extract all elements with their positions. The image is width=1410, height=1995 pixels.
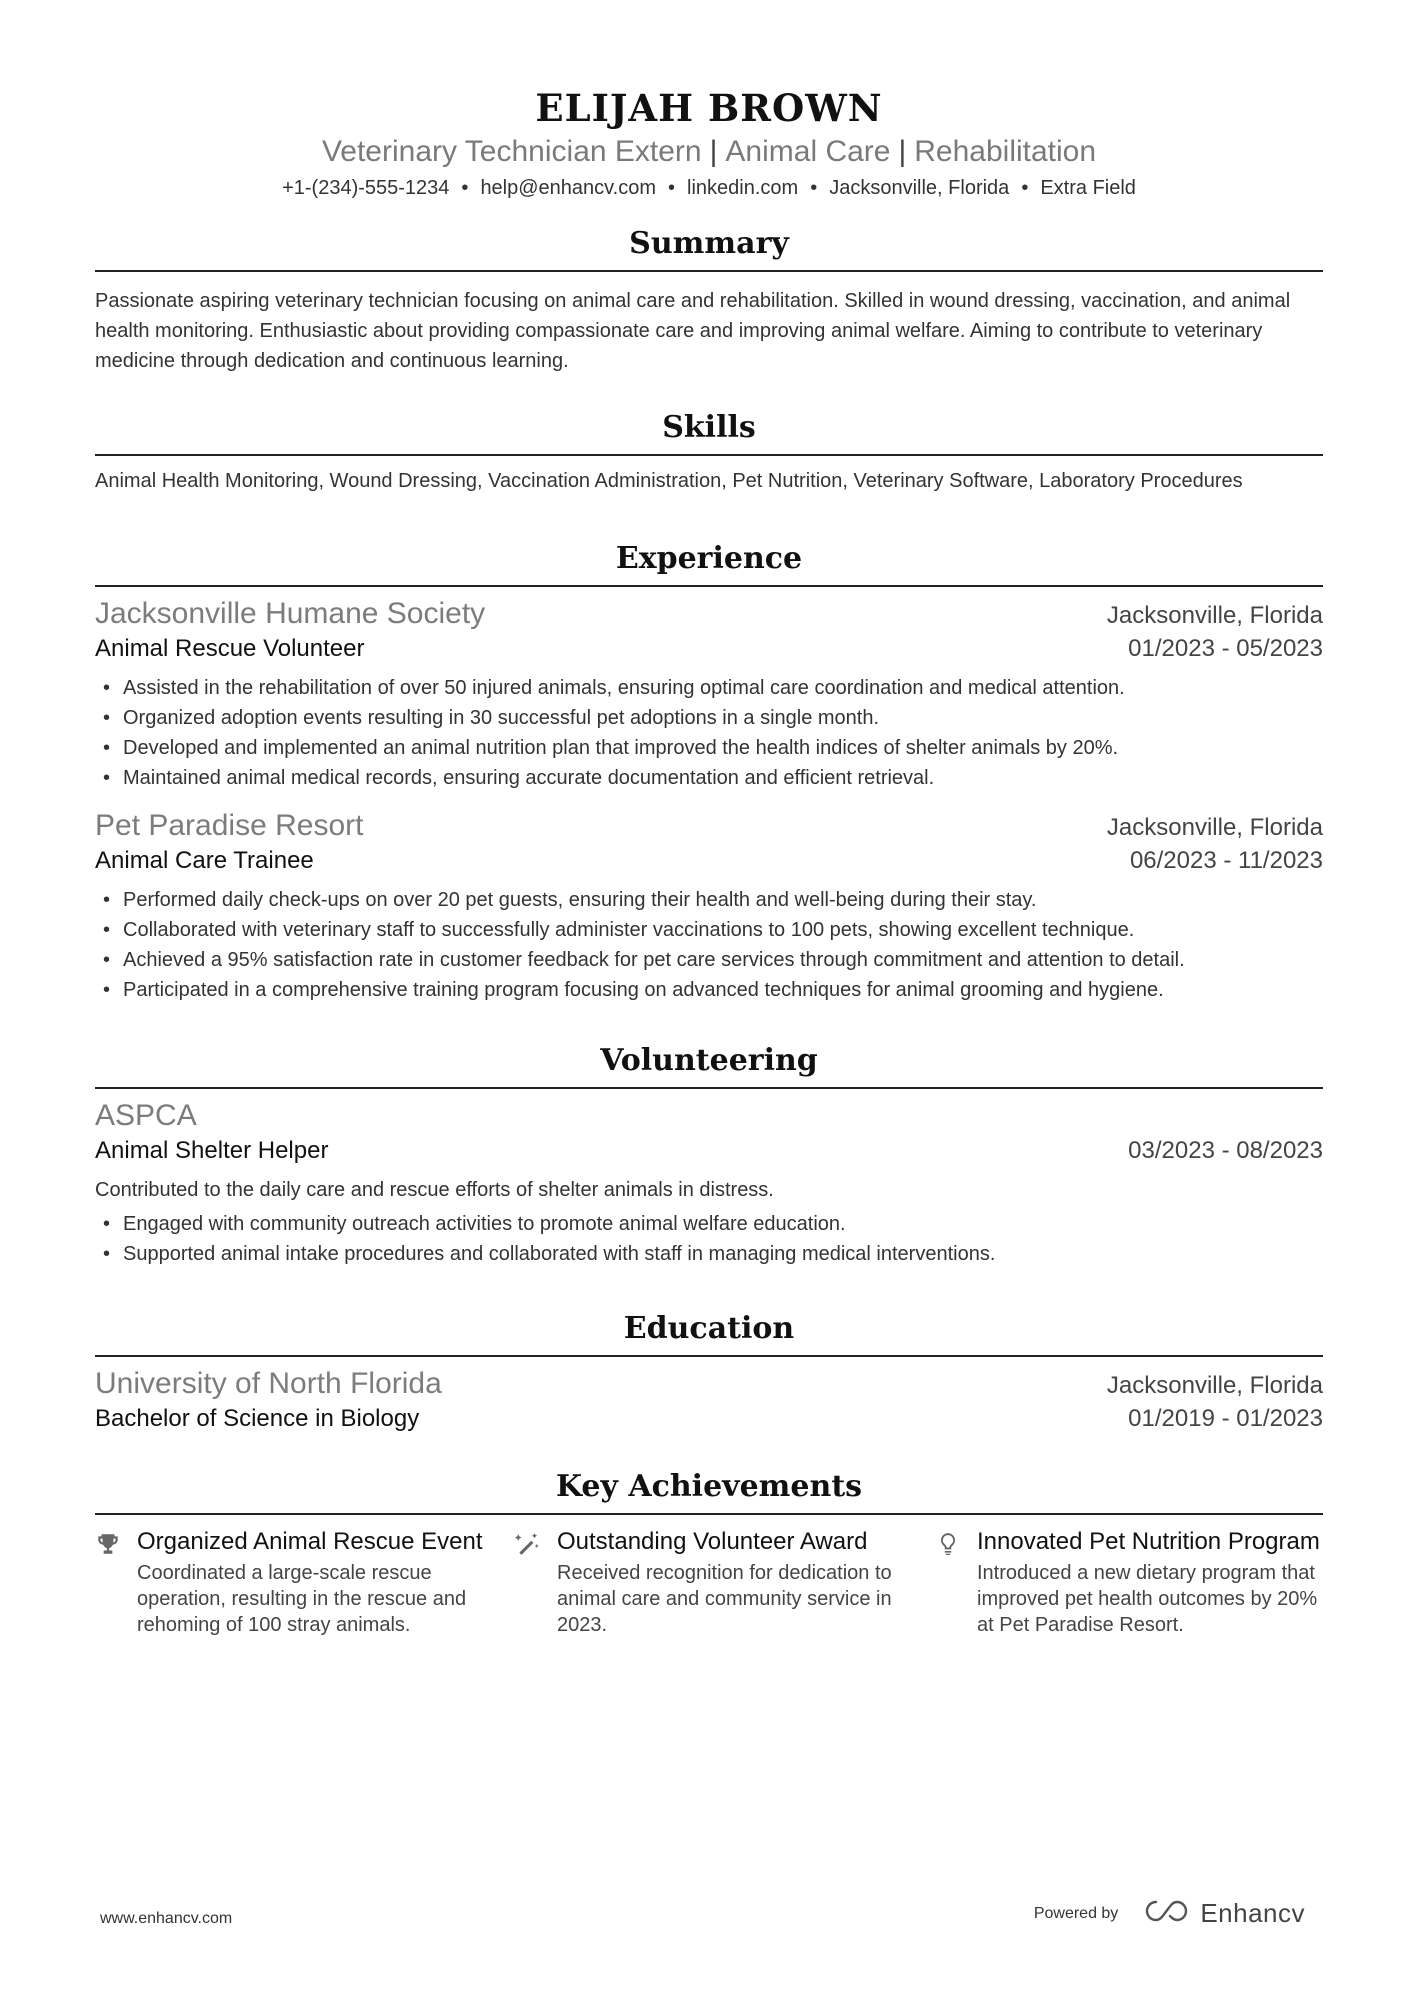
powered-by-label: Powered by [1033,1904,1119,1922]
volunteer-bullets [95,1209,1323,1269]
bullet-item: • Performed daily check-ups on over 20 pet guests, ensuring their health and well-being during their stay. [95,885,1323,915]
volunteer-role: Animal Shelter Helper [95,1137,329,1164]
organization-name: ASPCA [95,1099,197,1132]
entry-header [95,1097,1323,1135]
job-dates: 06/2023 - 11/2023 [1129,847,1323,874]
bullet-item: • Participated in a comprehensive training program focusing on advanced techniques for animal grooming and hygiene. [95,975,1323,1005]
enhancv-logo-icon [1144,1898,1192,1929]
lightbulb-icon [935,1527,977,1638]
education-entry [95,1365,1323,1435]
volunteering-heading: Volunteering [600,1043,818,1078]
volunteering-entry [95,1097,1323,1269]
entry-subheader [95,633,1323,665]
section-divider [95,1513,1323,1515]
section-divider [95,270,1323,272]
section-divider [95,454,1323,456]
achievements-grid [95,1527,1323,1638]
degree: Bachelor of Science in Biology [95,1405,420,1432]
skills-list: Animal Health Monitoring, Wound Dressing, Vaccination Administration, Pet Nutrition, Veterinary Software, Laboratory Procedures [95,470,1243,492]
job-dates: 01/2023 - 05/2023 [1128,635,1323,662]
job-bullets [95,885,1323,1005]
bullet-item: • Achieved a 95% satisfaction rate in customer feedback for pet care services through commitment and attention to detail. [95,945,1323,975]
job-title: Animal Care Trainee [95,847,314,874]
contact-separator: • [1021,177,1029,199]
footer-branding [1034,1898,1305,1929]
entry-subheader [95,1403,1323,1435]
section-divider [95,1355,1323,1357]
bullet-item: • Developed and implemented an animal nutrition plan that improved the health indices of shelter animals by 20%. [95,733,1323,763]
achievements-heading: Key Achievements [555,1469,863,1504]
achievement-title: Innovated Pet Nutrition Program [977,1528,1320,1555]
achievement-title: Outstanding Volunteer Award [557,1528,868,1555]
extra-field: Extra Field [1040,177,1136,199]
contact-info [95,174,1323,202]
bullet-item: • Engaged with community outreach activities to promote animal welfare education. [95,1209,1323,1239]
enhancv-brand: Enhancv [1200,1898,1305,1928]
headline-item: Rehabilitation [914,135,1097,168]
contact-separator: • [810,177,818,199]
resume-page [95,0,1323,1638]
job-title: Animal Rescue Volunteer [95,635,365,662]
bullet-item: • Collaborated with veterinary staff to successfully administer vaccinations to 100 pets, showing excellent technique. [95,915,1323,945]
candidate-name: ELIJAH BROWN [535,86,883,130]
location: Jacksonville, Florida [829,177,1010,199]
volunteer-description: Contributed to the daily care and rescue efforts of shelter animals in distress. [95,1179,774,1201]
experience-entry [95,595,1323,793]
experience-heading: Experience [615,541,803,576]
bullet-item: • Assisted in the rehabilitation of over 50 injured animals, ensuring optimal care coordination and medical attention. [95,673,1323,703]
bullet-item: • Maintained animal medical records, ensuring accurate documentation and efficient retrieval. [95,763,1323,793]
school-name: University of North Florida [95,1367,442,1400]
contact-separator: • [461,177,469,199]
headline [95,132,1323,172]
headline-item: Veterinary Technician Extern [321,135,702,168]
email-link[interactable]: help@enhancv.com [480,177,657,199]
headline-separator: | [898,135,907,168]
experience-entry [95,807,1323,1005]
education-heading: Education [623,1311,795,1346]
entry-subheader [95,1135,1323,1167]
section-divider [95,1087,1323,1089]
company-name: Pet Paradise Resort [95,809,364,842]
headline-item: Animal Care [725,135,891,168]
achievement-item [935,1527,1323,1638]
summary-heading: Summary [629,226,789,261]
entry-header [95,1365,1323,1403]
linkedin-link[interactable]: linkedin.com [687,177,799,199]
company-name: Jacksonville Humane Society [95,597,486,630]
skills-heading: Skills [662,410,756,445]
summary-text: Passionate aspiring veterinary technician focusing on animal care and rehabilitation. Skilled in wound dressing, vaccination, and animal health monitoring. Enthusiastic about providing compassionate care and improving animal welfare. Aiming to contribute to veterinary medicine through dedication and continuous learning. [95,290,1291,372]
job-location: Jacksonville, Florida [1106,602,1323,629]
achievement-description: Received recognition for dedication to animal care and community service in 2023. [557,1562,892,1636]
entry-header [95,807,1323,845]
school-location: Jacksonville, Florida [1106,1372,1323,1399]
achievement-item [515,1527,935,1638]
education-dates: 01/2019 - 01/2023 [1128,1405,1323,1432]
phone: +1-(234)-555-1234 [282,177,450,199]
job-location: Jacksonville, Florida [1106,814,1323,841]
contact-separator: • [668,177,676,199]
bullet-item: • Organized adoption events resulting in 30 successful pet adoptions in a single month. [95,703,1323,733]
wand-icon [515,1527,557,1638]
achievement-description: Coordinated a large-scale rescue operation, resulting in the rescue and rehoming of 100 stray animals. [137,1562,467,1636]
achievement-item [95,1527,515,1638]
section-divider [95,585,1323,587]
volunteer-dates: 03/2023 - 08/2023 [1128,1137,1323,1164]
footer-website-link[interactable]: www.enhancv.com [100,1910,233,1927]
entry-subheader [95,845,1323,877]
entry-header [95,595,1323,633]
job-bullets [95,673,1323,793]
trophy-icon [95,1527,137,1638]
headline-separator: | [709,135,718,168]
bullet-item: • Supported animal intake procedures and collaborated with staff in managing medical interventions. [95,1239,1323,1269]
achievement-description: Introduced a new dietary program that improved pet health outcomes by 20% at Pet Paradise Resort. [977,1562,1318,1636]
achievement-title: Organized Animal Rescue Event [137,1528,483,1555]
